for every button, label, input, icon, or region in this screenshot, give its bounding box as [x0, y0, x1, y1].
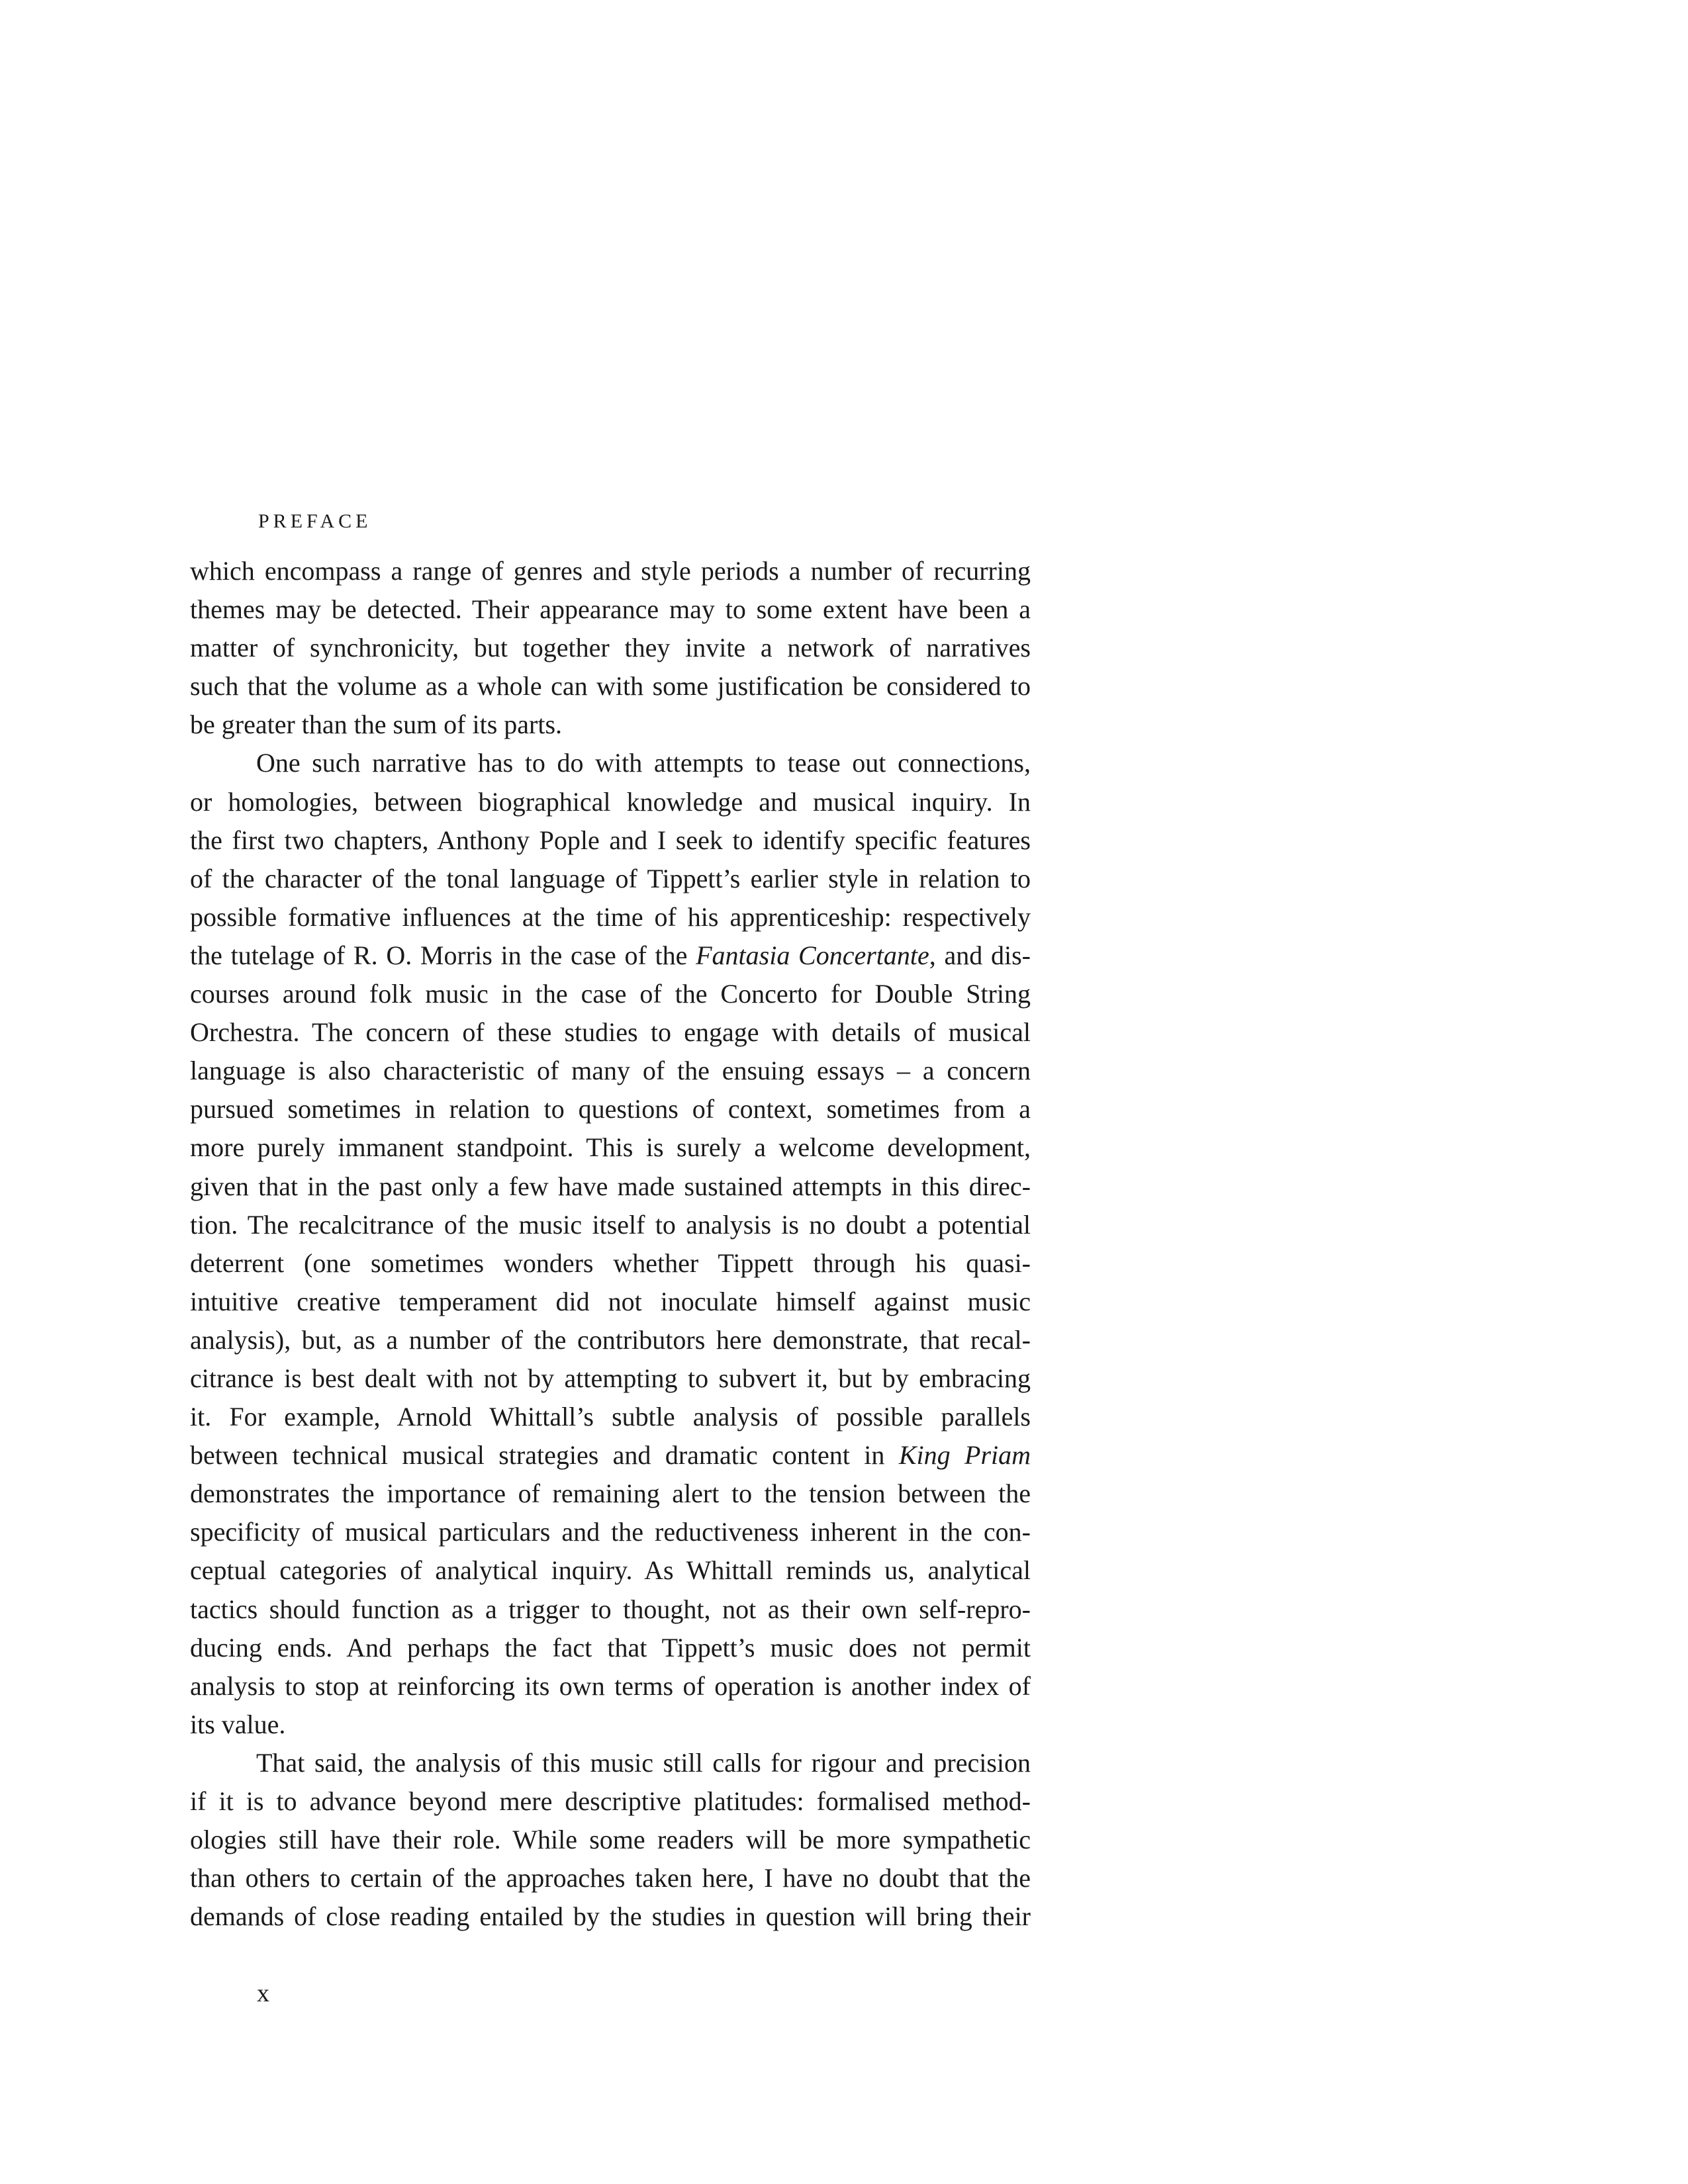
text-line: That said, the analysis of this music still calls for rigour and precision [256, 1747, 1031, 1778]
text-line: possible formative influences at the time of his apprenticeship: respectively [190, 901, 1031, 932]
text-line: between technical musical strategies and dramatic content in King Priam [190, 1440, 1031, 1471]
text-line: or homologies, between biographical knowledge and musical inquiry. In [190, 786, 1031, 817]
text-line: tion. The recalcitrance of the music itself to analysis is no doubt a potential [190, 1209, 1031, 1240]
text-line: One such narrative has to do with attempts to tease out connections, [256, 748, 1031, 778]
text-line: its value. [190, 1709, 286, 1739]
text-line: specificity of musical particulars and the reductiveness inherent in the con- [190, 1517, 1031, 1547]
text-line: intuitive creative temperament did not inoculate himself against music [190, 1286, 1031, 1316]
text-line: Orchestra. The concern of these studies to engage with details of musical [190, 1017, 1031, 1048]
text-line: of the character of the tonal language of Tippett’s earlier style in relation to [190, 863, 1031, 893]
text-line: courses around folk music in the case of the Concerto for Double String [190, 979, 1031, 1009]
text-line: ducing ends. And perhaps the fact that Tippett’s music does not permit [190, 1632, 1031, 1662]
text-line: citrance is best dealt with not by attempting to subvert it, but by embracing [190, 1363, 1031, 1393]
text-line: be greater than the sum of its parts. [190, 709, 563, 740]
text-line: analysis), but, as a number of the contributors here demonstrate, that recal- [190, 1324, 1031, 1355]
text-line: more purely immanent standpoint. This is surely a welcome development, [190, 1132, 1031, 1163]
text-line: the first two chapters, Anthony Pople and I seek to identify specific features [190, 825, 1031, 855]
text-line: analysis to stop at reinforcing its own terms of operation is another index of [190, 1670, 1031, 1701]
text-line: themes may be detected. Their appearance may to some extent have been a [190, 594, 1031, 625]
text-line: demands of close reading entailed by the studies in question will bring their [190, 1901, 1031, 1932]
work-title: Fantasia Concertante [696, 940, 929, 970]
text-line: matter of synchronicity, but together they invite a network of narratives [190, 633, 1031, 663]
text-line: language is also characteristic of many of the ensuing essays – a concern [190, 1056, 1031, 1086]
text-line: such that the volume as a whole can with some justification be considered to [190, 671, 1031, 702]
text-line: pursued sometimes in relation to questions of context, sometimes from a [190, 1094, 1031, 1124]
text-line: which encompass a range of genres and style periods a number of recurring [190, 556, 1031, 586]
text-line: deterrent (one sometimes wonders whether Tippett through his quasi- [190, 1248, 1031, 1278]
text-line: ceptual categories of analytical inquiry. As Whittall reminds us, analytical [190, 1555, 1031, 1586]
page-number: x [257, 1979, 269, 2007]
text-line: than others to certain of the approaches taken here, I have no doubt that the [190, 1863, 1031, 1893]
text-line: ologies still have their role. While some readers will be more sympathetic [190, 1825, 1031, 1855]
text-line: if it is to advance beyond mere descriptive platitudes: formalised method- [190, 1786, 1031, 1816]
body-text [190, 552, 1031, 1936]
text-line: given that in the past only a few have made sustained attempts in this direc- [190, 1171, 1031, 1201]
text-line: demonstrates the importance of remaining alert to the tension between the [190, 1479, 1031, 1509]
running-head: PREFACE [258, 510, 372, 532]
text-line: it. For example, Arnold Whittall’s subtle analysis of possible parallels [190, 1402, 1031, 1432]
text-line: tactics should function as a trigger to thought, not as their own self-repro- [190, 1594, 1031, 1624]
text-line: the tutelage of R. O. Morris in the case of the Fantasia Concertante, and dis- [190, 940, 1031, 970]
work-title: King Priam [898, 1440, 1031, 1471]
